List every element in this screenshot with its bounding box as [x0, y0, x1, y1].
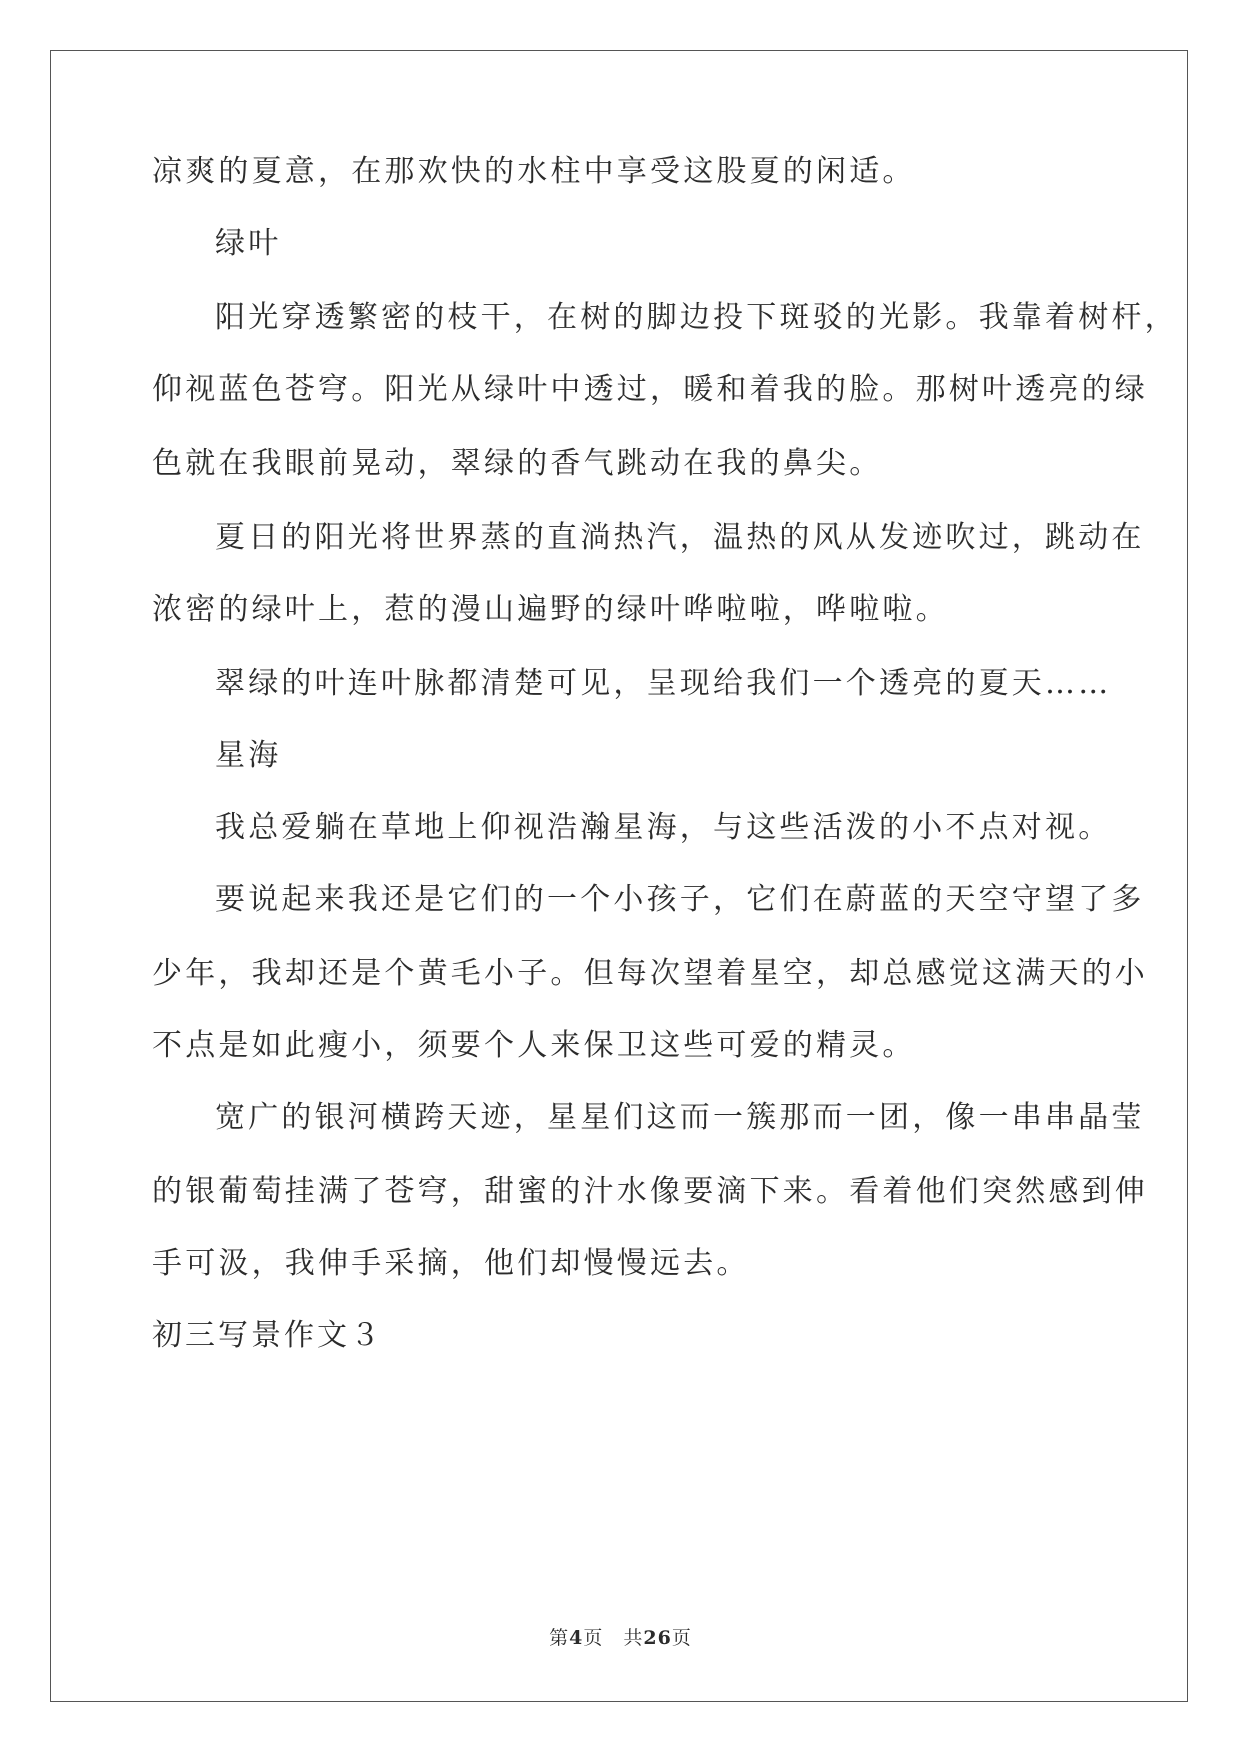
- footer-total-prefix: 共: [623, 1627, 644, 1649]
- paragraph-line: 少年，我却还是个黄毛小子。但每次望着星空，却总感觉这满天的小: [152, 956, 1148, 991]
- paragraph-line: 我总爱躺在草地上仰视浩瀚星海，与这些活泼的小不点对视。: [215, 810, 1112, 845]
- section-heading-green-leaves: 绿叶: [215, 226, 282, 261]
- footer-page-number: 4: [569, 1627, 584, 1649]
- footer-total-suffix: 页: [671, 1627, 692, 1649]
- paragraph-line: 手可汲，我伸手采摘，他们却慢慢远去。: [152, 1246, 750, 1281]
- paragraph-line: 色就在我眼前晃动，翠绿的香气跳动在我的鼻尖。: [152, 446, 883, 481]
- footer-total-pages: 26: [643, 1627, 672, 1649]
- page-footer: [0, 1626, 1241, 1650]
- paragraph-line: 阳光穿透繁密的枝干，在树的脚边投下斑驳的光影。我靠着树杆，: [215, 300, 1178, 335]
- footer-page-suffix: 页: [583, 1627, 604, 1649]
- paragraph-line: 夏日的阳光将世界蒸的直淌热汽，温热的风从发迹吹过，跳动在: [215, 520, 1145, 555]
- paragraph-line: 浓密的绿叶上，惹的漫山遍野的绿叶哗啦啦，哗啦啦。: [152, 592, 949, 627]
- paragraph-line: 要说起来我还是它们的一个小孩子，它们在蔚蓝的天空守望了多: [215, 882, 1145, 917]
- essay-title: 初三写景作文３: [152, 1318, 383, 1353]
- paragraph-line: 凉爽的夏意，在那欢快的水柱中享受这股夏的闲适。: [152, 154, 916, 189]
- paragraph-line: 翠绿的叶连叶脉都清楚可见，呈现给我们一个透亮的夏天……: [215, 666, 1112, 701]
- paragraph-line: 不点是如此瘦小，须要个人来保卫这些可爱的精灵。: [152, 1028, 916, 1063]
- paragraph-line: 仰视蓝色苍穹。阳光从绿叶中透过，暖和着我的脸。那树叶透亮的绿: [152, 372, 1148, 407]
- paragraph-line: 的银葡萄挂满了苍穹，甜蜜的汁水像要滴下来。看着他们突然感到伸: [152, 1174, 1148, 1209]
- section-heading-star-sea: 星海: [215, 738, 282, 773]
- paragraph-line: 宽广的银河横跨天迹，星星们这而一簇那而一团，像一串串晶莹: [215, 1100, 1145, 1135]
- footer-page-prefix: 第: [549, 1627, 570, 1649]
